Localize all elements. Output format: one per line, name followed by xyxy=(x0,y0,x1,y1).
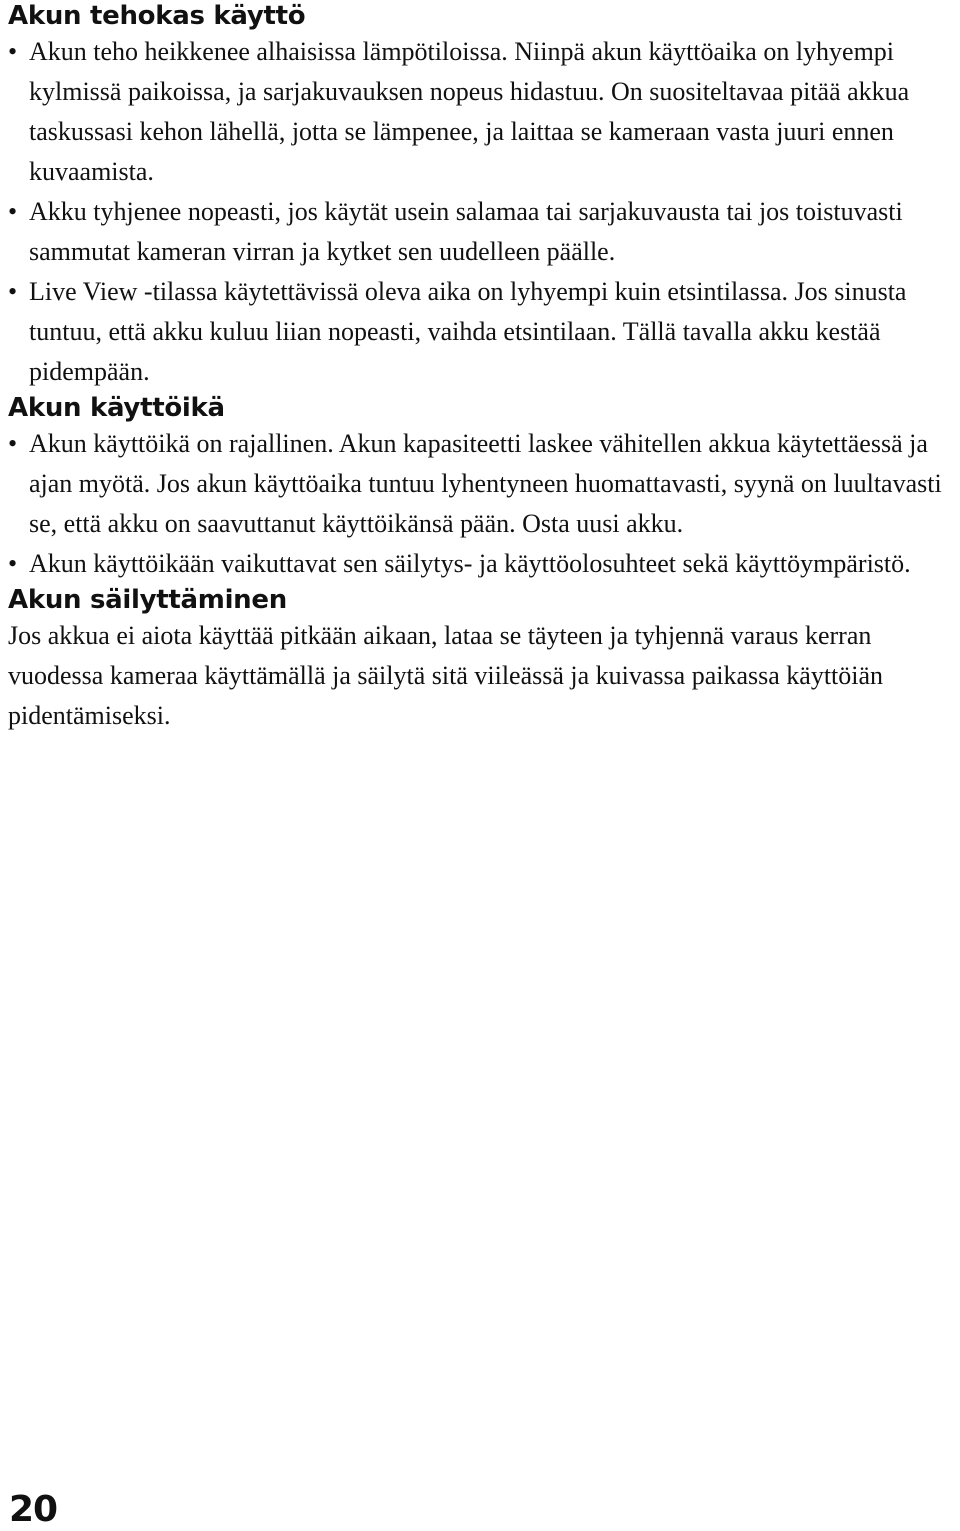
bullet-list xyxy=(8,32,958,392)
list-item xyxy=(8,424,958,544)
paragraph: Jos akkua ei aiota käyttää pitkään aikaan, lataa se täyteen ja tyhjennä varaus kerran vuodessa kameraa käyttämällä ja säilytä sitä viileässä ja kuivassa paikassa käyttöiän pidentämiseksi. xyxy=(8,621,884,730)
list-item-text: Live View -tilassa käytettävissä oleva aika on lyhyempi kuin etsintilassa. Jos sinusta tuntuu, että akku kuluu liian nopeasti, vaihda etsintilaan. Tällä tavalla akku kestää pidempään. xyxy=(29,277,907,386)
section-heading: Akun käyttöikä xyxy=(8,393,225,423)
bullet-icon: • xyxy=(8,277,18,306)
list-item-text: Akku tyhjenee nopeasti, jos käytät usein salamaa tai sarjakuvausta tai jos toistuvasti sammutat kameran virran ja kytket sen uudelleen päälle. xyxy=(29,197,903,266)
list-item-text: Akun teho heikkenee alhaisissa lämpötiloissa. Niinpä akun käyttöaika on lyhyempi kylmissä paikoissa, ja sarjakuvauksen nopeus hidastuu. On suositeltavaa pitää akkua taskussasi kehon lähellä, jotta se lämpenee, ja laittaa se kameraan vasta juuri ennen kuvaamista. xyxy=(29,37,910,186)
bullet-icon: • xyxy=(8,429,18,458)
bullet-icon: • xyxy=(8,549,18,578)
list-item xyxy=(8,272,958,392)
section-heading: Akun tehokas käyttö xyxy=(8,1,306,31)
bullet-list xyxy=(8,424,958,584)
list-item xyxy=(8,32,958,192)
bullet-icon: • xyxy=(8,37,18,66)
section-storage xyxy=(8,584,958,736)
section-efficient-use xyxy=(8,0,958,392)
list-item-text: Akun käyttöikä on rajallinen. Akun kapasiteetti laskee vähitellen akkua käytettäessä ja ajan myötä. Jos akun käyttöaika tuntuu lyhentyneen huomattavasti, syynä on luultavasti se, että akku on saavuttanut käyttöikänsä pään. Osta uusi akku. xyxy=(29,429,942,538)
list-item-text: Akun käyttöikään vaikuttavat sen säilytys- ja käyttöolosuhteet sekä käyttöympäristö. xyxy=(29,549,911,578)
bullet-icon: • xyxy=(8,197,18,226)
page-number: 20 xyxy=(9,1489,58,1530)
section-heading: Akun säilyttäminen xyxy=(8,585,287,615)
section-battery-life xyxy=(8,392,958,584)
document-page xyxy=(8,0,958,736)
list-item xyxy=(8,544,958,584)
list-item xyxy=(8,192,958,272)
